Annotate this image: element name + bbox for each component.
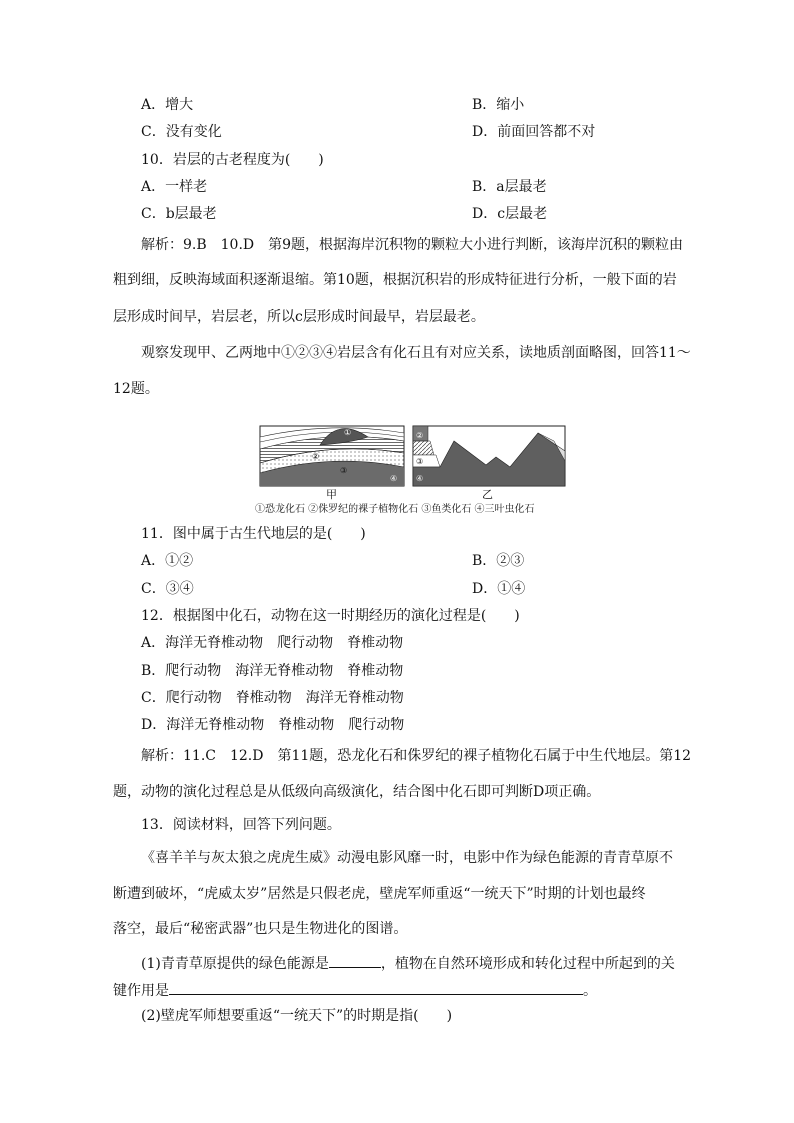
q13-sub1-text-b: ，植物在自然环境形成和转化过程中所起到的关 [380,956,675,972]
q12-stem: 12．根据图中化石，动物在这一时期经历的演化过程是( ) [141,608,520,624]
q10-option-c: C．b层最老 [141,206,217,222]
intro-line2: 12题。 [113,381,159,397]
q13-sub1-line1 [141,953,675,973]
q11-option-a: A．①② [141,553,194,569]
geological-section-figure [255,423,574,518]
q10-option-a: A．一样老 [141,179,208,195]
mark-4-jia: ④ [390,474,398,483]
mark-1-jia: ① [344,428,352,437]
q10-stem: 10．岩层的古老程度为( ) [141,152,324,168]
mark-2-yi: ② [416,431,424,440]
q9-option-c: C．没有变化 [141,124,222,140]
q11-option-b: B．②③ [472,553,525,569]
figure-label-jia: 甲 [326,488,337,501]
figure-label-yi: 乙 [482,488,493,501]
q13-sub1-blank-1[interactable] [329,953,381,968]
q12-option-c: C．爬行动物 脊椎动物 海洋无脊椎动物 [141,690,404,706]
q12-option-d: D．海洋无脊椎动物 脊椎动物 爬行动物 [141,717,405,733]
intro-line1: 观察发现甲、乙两地中①②③④岩层含有化石且有对应关系，读地质剖面略图，回答11～ [141,345,691,361]
analysis-11-12-line1: 解析：11.C 12.D 第11题，恐龙化石和侏罗纪的裸子植物化石属于中生代地层。第12 [141,748,692,764]
section-yi [413,426,565,486]
q10-option-b: B．a层最老 [472,179,547,195]
q12-option-b: B．爬行动物 海洋无脊椎动物 脊椎动物 [141,663,404,679]
q13-material-line1: 《喜羊羊与灰太狼之虎虎生威》动漫电影风靡一时，电影中作为绿色能源的青青草原不 [141,850,673,866]
analysis-9-10-line2: 粗到细，反映海域面积逐渐退缩。第10题，根据沉积岩的形成特征进行分析，一般下面的岩 [113,272,677,288]
analysis-11-12-line2: 题，动物的演化过程总是从低级向高级演化，结合图中化石即可判断D项正确。 [113,784,601,800]
q13-sub1-line2 [113,980,597,1000]
mark-3-yi: ③ [416,457,424,466]
q13-sub1-blank-2[interactable] [169,980,583,995]
mark-3-jia: ③ [340,466,348,475]
q11-option-c: C．③④ [141,581,194,597]
q13-sub1-text-c: 键作用是 [113,983,169,999]
q13-material-line3: 落空，最后“秘密武器”也只是生物进化的图谱。 [113,921,408,937]
q10-option-d: D．c层最老 [472,206,548,222]
q13-stem: 13．阅读材料，回答下列问题。 [141,817,341,833]
q9-option-d: D．前面回答都不对 [472,124,596,140]
q9-option-b: B．缩小 [472,97,525,113]
figure-caption: ①恐龙化石 ②侏罗纪的裸子植物化石 ③鱼类化石 ④三叶虫化石 [255,504,535,515]
section-jia [260,426,404,486]
analysis-9-10-line1: 解析：9.B 10.D 第9题，根据海岸沉积物的颗粒大小进行判断，该海岸沉积的颗粒由 [141,237,684,253]
mark-2-jia: ② [312,452,320,461]
q12-option-a: A．海洋无脊椎动物 爬行动物 脊椎动物 [141,635,404,651]
q13-sub1-end: 。 [583,983,597,999]
q9-option-a: A．增大 [141,97,194,113]
analysis-9-10-line3: 层形成时间早，岩层老，所以c层形成时间最早，岩层最老。 [113,309,485,325]
q13-material-line2: 断遭到破坏，“虎威太岁”居然是只假老虎，壁虎军师重返“一统天下”时期的计划也最终 [113,886,646,902]
q11-option-d: D．①④ [472,581,526,597]
q13-sub1-text-a: (1)青青草原提供的绿色能源是 [141,956,329,972]
q11-stem: 11．图中属于古生代地层的是( ) [141,526,366,542]
mark-4-yi: ④ [416,474,424,483]
q13-sub2: (2)壁虎军师想要重返“一统天下”的时期是指( ) [141,1008,453,1024]
